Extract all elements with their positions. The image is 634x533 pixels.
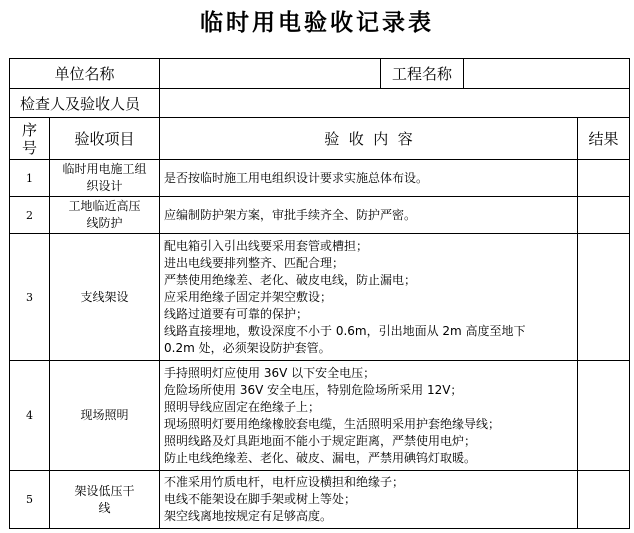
row-content [160,471,578,529]
row-no: 2 [10,197,50,234]
unit-name-label: 单位名称 [10,59,160,89]
row-item: 现场照明 [50,361,160,471]
page-title: 临时用电验收记录表 [200,10,434,36]
inspection-table [9,58,630,529]
content-line: 线路过道要有可靠的保护； [164,306,309,321]
content-line: 应采用绝缘子固定并架空敷设； [164,289,333,304]
content-line: 照明线路及灯具距地面不能小于规定距离，严禁使用电炉； [164,433,477,448]
row-result[interactable] [578,361,630,471]
inspector-label: 检查人及验收人员 [10,89,160,118]
row-content [160,361,578,471]
row-no: 5 [10,471,50,529]
row-result[interactable] [578,471,630,529]
unit-row [10,59,630,89]
table-row [10,197,630,234]
content-line: 0.2m 处，必须架设防护套管。 [164,340,331,355]
content-line: 线路直接埋地，敷设深度不小于 0.6m，引出地面从 2m 高度至地下 [164,323,526,338]
row-content [160,197,578,234]
row-item: 架设低压干线 [50,471,160,529]
content-line: 架空线离地按规定有足够高度。 [164,509,333,523]
content-line: 严禁使用绝缘差、老化、破皮电线，防止漏电； [164,272,417,287]
content-line: 照明导线应固定在绝缘子上； [164,399,321,414]
row-result[interactable] [578,160,630,197]
content-line: 危险场所使用 36V 安全电压，特别危险场所采用 12V； [164,382,463,397]
col-header-content: 验 收 内 容 [160,118,578,160]
row-no: 1 [10,160,50,197]
table-row [10,234,630,361]
content-line: 防止电线绝缘差、老化、破皮、漏电，严禁用碘钨灯取暖。 [164,450,477,465]
project-name-value[interactable] [464,59,630,89]
row-item: 临时用电施工组织设计 [50,160,160,197]
project-name-label: 工程名称 [381,59,464,89]
table-row [10,160,630,197]
inspector-row [10,89,630,118]
row-content [160,160,578,197]
row-content [160,234,578,361]
inspector-value[interactable] [160,89,630,118]
content-line: 手持照明灯应使用 36V 以下安全电压； [164,365,376,380]
content-line: 配电箱引入引出线要采用套管或槽担； [164,238,369,253]
table-row [10,361,630,471]
column-header-row [10,118,630,160]
unit-name-value[interactable] [160,59,381,89]
content-line: 进出电线要排列整齐、匹配合理； [164,255,345,270]
row-item: 工地临近高压线防护 [50,197,160,234]
content-line: 电线不能架设在脚手架或树上等处； [164,492,357,506]
table-row [10,471,630,529]
content-line: 现场照明灯要用绝缘橡胶套电缆，生活照明采用护套绝缘导线； [164,416,501,431]
col-header-no: 序号 [10,118,50,160]
content-line: 不准采用竹质电杆，电杆应设横担和绝缘子； [164,475,405,489]
content-line: 应编制防护架方案，审批手续齐全、防护严密。 [164,207,417,222]
row-item: 支线架设 [50,234,160,361]
row-result[interactable] [578,234,630,361]
content-line: 是否按临时施工用电组织设计要求实施总体布设。 [164,170,429,185]
row-no: 4 [10,361,50,471]
row-result[interactable] [578,197,630,234]
col-header-result: 结果 [578,118,630,160]
col-header-item: 验收项目 [50,118,160,160]
row-no: 3 [10,234,50,361]
